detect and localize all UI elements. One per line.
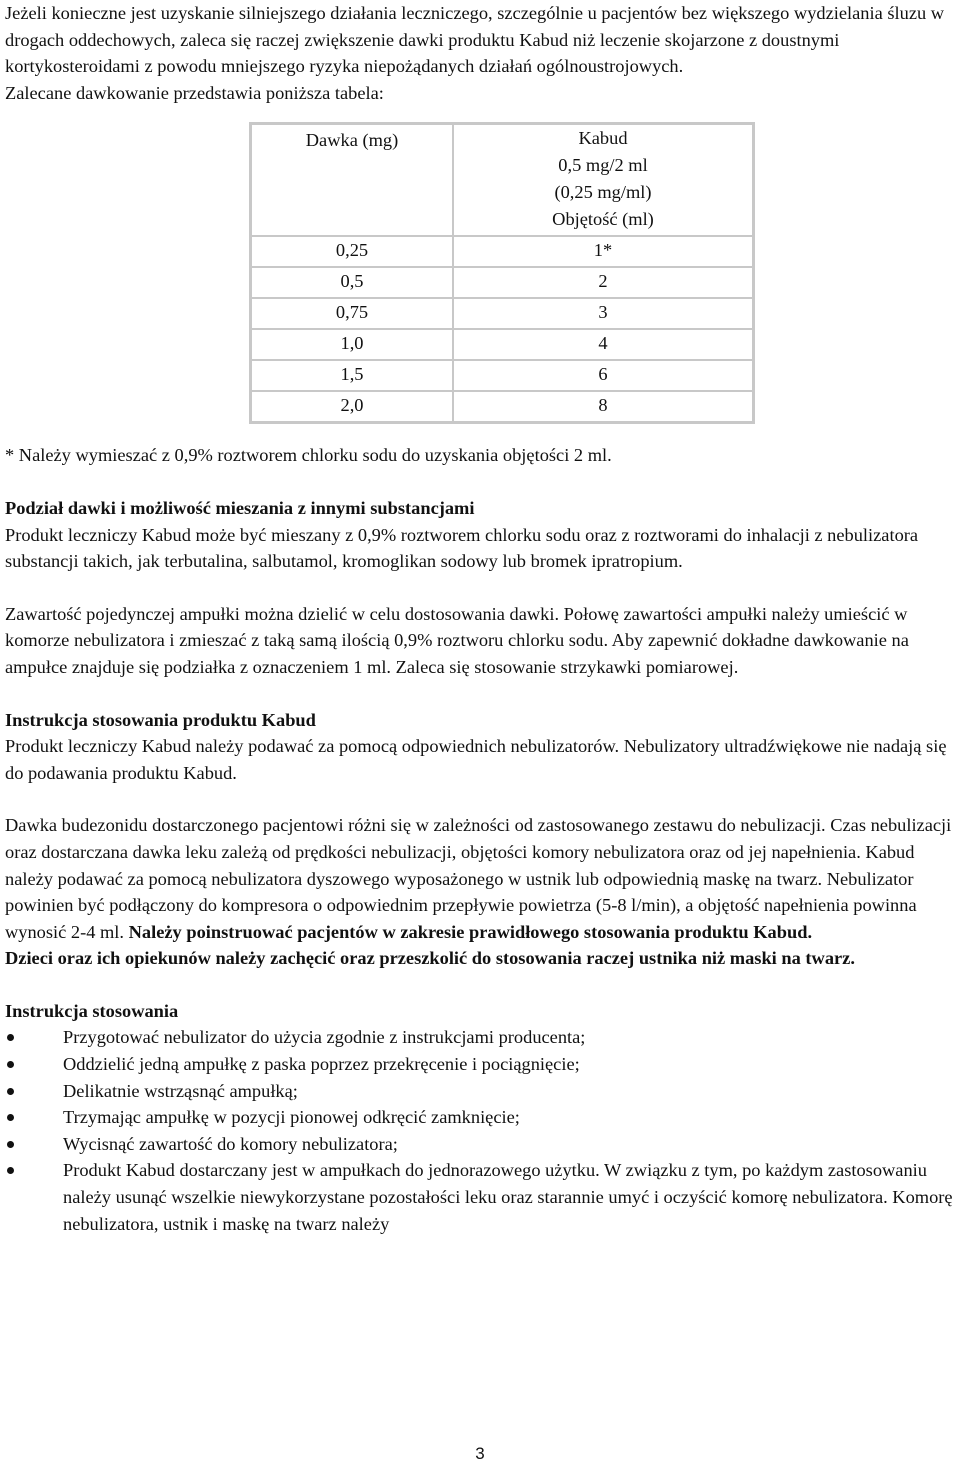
header-volume-line: (0,25 mg/ml): [554, 182, 652, 203]
dose-table-header: [251, 124, 753, 236]
table-row: [251, 391, 753, 422]
table-row: [251, 267, 753, 298]
table-row: [251, 298, 753, 329]
dose-cell: 0,25: [251, 236, 453, 267]
header-volume-line: Kabud: [578, 128, 628, 149]
usage-heading: Instrukcja stosowania: [5, 1000, 179, 1021]
mixing-paragraph-1: Produkt leczniczy Kabud może być mieszany z 0,9% roztworem chlorku sodu oraz z roztworami do inhalacji z nebulizatora substancji takich, jak terbutalina, salbutamol, kromoglikan sodowy lub bromek ipratropium.: [5, 524, 919, 572]
dose-cell: 0,5: [251, 267, 453, 298]
mixing-paragraph-2: Zawartość pojedynczej ampułki można dzielić w celu dostosowania dawki. Połowę zawartości ampułki należy umieścić w komorze nebulizatora i zmieszać z taką samą ilością 0,9% roztworu chlorku sodu. Aby zapewnić dokładne dawkowanie na ampułce znajduje się podziałka z oznaczeniem 1 ml. Zaleca się stosowanie strzykawki pomiarowej.: [5, 603, 909, 677]
instruction-paragraph-2-bold: Należy poinstruować pacjentów w zakresie prawidłowego stosowania produktu Kabud.: [128, 921, 813, 942]
table-row: [251, 236, 753, 267]
volume-cell: 6: [453, 360, 753, 391]
dose-cell: 1,0: [251, 329, 453, 360]
mixing-heading: Podział dawki i możliwość mieszania z innymi substancjami: [5, 497, 475, 518]
usage-steps-list: [5, 1024, 957, 1237]
header-dose: Dawka (mg): [251, 124, 453, 236]
dose-table: [249, 122, 755, 424]
list-item: Przygotować nebulizator do użycia zgodnie z instrukcjami producenta;: [5, 1024, 957, 1051]
volume-cell: 8: [453, 391, 753, 422]
instruction-paragraph-2: [5, 812, 957, 945]
list-item: Wycisnąć zawartość do komory nebulizatora;: [5, 1131, 957, 1158]
intro-paragraph: Jeżeli konieczne jest uzyskanie silniejszego działania leczniczego, szczególnie u pacjentów bez większego wydzielania śluzu w drogach oddechowych, zaleca się raczej zwiększenie dawki produktu Kabud niż leczenie skojarzone z doustnymi kortykosteroidami z powodu mniejszego ryzyka niepożądanych działań ogólnoustrojowych.: [5, 3, 945, 77]
list-item: Trzymając ampułkę w pozycji pionowej odkręcić zamknięcie;: [5, 1104, 957, 1131]
volume-cell: 3: [453, 298, 753, 329]
header-volume: [453, 124, 753, 236]
list-item: Delikatnie wstrząsnąć ampułką;: [5, 1078, 957, 1105]
table-row: [251, 360, 753, 391]
instruction-paragraph-3: Dzieci oraz ich opiekunów należy zachęcić oraz przeszkolić do stosowania raczej ustnika niż maski na twarz.: [5, 948, 855, 969]
header-volume-line: 0,5 mg/2 ml: [558, 155, 648, 176]
table-row: [251, 329, 753, 360]
list-item: Oddzielić jedną ampułkę z paska poprzez przekręcenie i pociągnięcie;: [5, 1051, 957, 1078]
volume-cell: 2: [453, 267, 753, 298]
table-intro: Zalecane dawkowanie przedstawia poniższa tabela:: [5, 82, 384, 103]
instruction-paragraph-1: Produkt leczniczy Kabud należy podawać za pomocą odpowiednich nebulizatorów. Nebulizatory ultradźwiękowe nie nadają się do podawania produktu Kabud.: [5, 736, 947, 783]
document-page: [5, 0, 957, 1237]
dose-cell: 0,75: [251, 298, 453, 329]
list-item: Produkt Kabud dostarczany jest w ampułkach do jednorazowego użytku. W związku z tym, po każdym zastosowaniu należy usunąć wszelkie niewykorzystane pozostałości leku oraz starannie umyć i oczyścić komorę nebulizatora. Komorę nebulizatora, ustnik i maskę na twarz należy: [5, 1157, 957, 1237]
page-number: 3: [475, 1444, 485, 1463]
volume-cell: 4: [453, 329, 753, 360]
table-footnote: * Należy wymieszać z 0,9% roztworem chlorku sodu do uzyskania objętości 2 ml.: [5, 445, 612, 466]
volume-cell: 1*: [453, 236, 753, 267]
dose-cell: 2,0: [251, 391, 453, 422]
header-volume-line: Objętość (ml): [552, 209, 654, 230]
dose-cell: 1,5: [251, 360, 453, 391]
instruction-paragraph-2-text: Dawka budezonidu dostarczonego pacjentowi różni się w zależności od zastosowanego zestawu do nebulizacji. Czas nebulizacji oraz dostarczana dawka leku zależą od prędkości nebulizacji, objętości komory nebulizatora oraz od jej napełnienia. Kabud należy podawać za pomocą nebulizatora dyszowego wyposażonego w ustnik lub odpowiednią maskę na twarz. Nebulizator powinien być podłączony do kompresora o odpowiednim przepływie powietrza (5-8 l/min), a objętość napełnienia powinna wynosić 2-4 ml.: [5, 815, 952, 942]
instruction-heading: Instrukcja stosowania produktu Kabud: [5, 709, 316, 730]
